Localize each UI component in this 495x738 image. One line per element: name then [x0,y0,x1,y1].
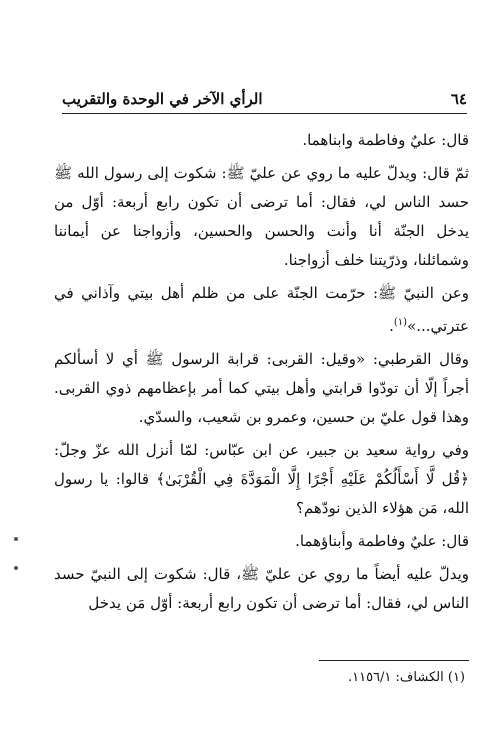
paragraph: ثمّ قال: ويدلّ عليه ما روي عن عليّ ﷺ: شكوت إلى رسول الله ﷺ حسد الناس لي، فقال: أما ترضى أن تكون رابع أربعة: أوّل من يدخل الجنّة أنا وأنت والحسن والحسين، وأزواجنا عن أيماننا وشمائلنا، وذرّيتنا خلف أزواجنا. [54,164,469,269]
paragraph: وعن النبيّ ﷺ: حرّمت الجنّة على من ظلم أهل بيتي وآذاني في عترتي...»$^{(١)}$. [54,284,469,335]
header-rule [62,113,467,114]
footnote: (١) الكشاف: ١١٥٦/١. [347,670,465,685]
running-title: الرأي الآخر في الوحدة والتقريب [62,90,263,108]
scan-dot [14,537,18,541]
body-text [54,126,469,622]
scan-dot [14,566,18,570]
paragraph: قال: عليٌ وفاطمة وابناهما. [302,131,469,149]
paragraph: قال: عليٌ وفاطمة وأبناؤهما. [295,532,469,550]
footnote-marker: (١) [393,317,408,328]
paragraph: وقال القرطبي: «وقيل: القربى: قرابة الرسول ﷺ أي لا أسألكم أجراً إلّا أن تودّوا قرابتي وأهل بيتي كما أمر بإعظامهم ذوي القربى. وهذا قول عليّ بن حسين، وعمرو بن شعيب، والسدّي. [54,350,469,426]
paragraph-text: وعن النبيّ ﷺ: حرّمت الجنّة على من ظلم أهل بيتي وآذاني في عترتي...» [54,284,469,335]
footnote-rule [319,660,469,661]
paragraph: وفي رواية سعيد بن جبير، عن ابن عبّاس: لمّا أنزل الله عزّ وجلّ: ﴿قُل لَّا أَسْأَلُكُمْ عَلَيْهِ أَجْرًا إِلَّا الْمَوَدَّةَ فِي الْقُرْبَىٰ﴾ قالوا: يا رسول الله، مَن هؤلاء الذين نودّهم؟ [54,441,469,517]
paragraph: ويدلّ عليه أيضاً ما روي عن عليّ ﷺ، قال: شكوت إلى النبيّ حسد الناس لي، فقال: أما ترضى أن تكون رابع أربعة: أوّل مَن يدخل [54,565,469,612]
page-number: ٦٤ [450,90,467,108]
page-header [62,90,467,112]
